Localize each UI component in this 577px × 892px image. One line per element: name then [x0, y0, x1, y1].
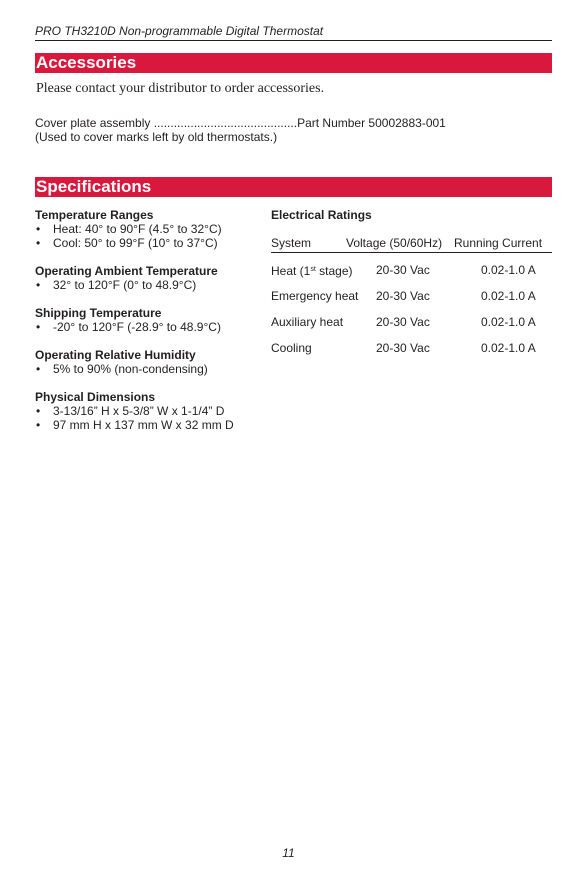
electrical-ratings-title: Electrical Ratings: [271, 208, 372, 222]
spec-item-text: 32° to 120°F (0° to 48.9°C): [53, 278, 197, 292]
specifications-heading: Specifications: [35, 177, 552, 197]
cell-system: Auxiliary heat: [271, 315, 344, 329]
table-body: [271, 263, 552, 367]
accessories-intro: Please contact your distributor to order accessories.: [36, 81, 325, 96]
cell-voltage: 20-30 Vac: [376, 341, 430, 355]
spec-item: [35, 278, 260, 292]
cell-system-text: Heat (1: [271, 264, 311, 278]
bullet: •: [36, 404, 41, 418]
spec-item: [35, 320, 260, 334]
column-header-system: System: [271, 236, 312, 250]
spec-item-text: Cool: 50° to 99°F (10° to 37°C): [53, 236, 218, 250]
spec-group-temperature-ranges: [35, 208, 260, 250]
cover-plate-part-line: Cover plate assembly ...........................................Part Number 50002883-001: [35, 116, 446, 130]
spec-group-shipping-temperature: [35, 306, 260, 334]
ordinal-suffix: st: [310, 266, 316, 273]
bullet: •: [36, 236, 41, 250]
cell-current: 0.02-1.0 A: [481, 341, 536, 355]
bullet: •: [36, 320, 41, 334]
spec-item: [35, 236, 260, 250]
column-header-current: Running Current: [454, 236, 543, 250]
cell-current: 0.02-1.0 A: [481, 315, 536, 329]
cell-voltage: 20-30 Vac: [376, 289, 430, 303]
bullet: •: [36, 362, 41, 376]
accessories-heading: Accessories: [35, 53, 552, 73]
column-header-voltage: Voltage (50/60Hz): [346, 236, 443, 250]
table-row: [271, 341, 552, 367]
cover-plate-note: (Used to cover marks left by old thermostats.): [35, 130, 278, 144]
bullet: •: [36, 418, 41, 432]
spec-item: [35, 362, 260, 376]
cell-current: 0.02-1.0 A: [481, 263, 536, 277]
spec-item-text: 97 mm H x 137 mm W x 32 mm D: [53, 418, 234, 432]
cell-system: [271, 263, 353, 278]
spec-group-title: Operating Ambient Temperature: [35, 264, 218, 278]
spec-group-title: Operating Relative Humidity: [35, 348, 196, 362]
table-header-row: [271, 236, 552, 253]
spec-item-text: 3-13/16” H x 5-3/8” W x 1-1/4” D: [53, 404, 225, 418]
spec-group-title: Physical Dimensions: [35, 390, 156, 404]
spec-item: [35, 222, 260, 236]
spec-group-operating-ambient: [35, 264, 260, 292]
cell-system: Cooling: [271, 341, 312, 355]
spec-item: [35, 418, 260, 432]
spec-item-text: 5% to 90% (non-condensing): [53, 362, 208, 376]
electrical-ratings-table: [271, 208, 552, 367]
bullet: •: [36, 278, 41, 292]
spec-group-title: Shipping Temperature: [35, 306, 162, 320]
running-header: PRO TH3210D Non-programmable Digital Thermostat: [35, 24, 552, 41]
cell-voltage: 20-30 Vac: [376, 315, 430, 329]
spec-group-physical-dimensions: [35, 390, 260, 432]
spec-item-text: -20° to 120°F (-28.9° to 48.9°C): [53, 320, 221, 334]
cell-system-text-end: stage): [315, 264, 353, 278]
spec-list: [35, 208, 260, 446]
table-row: [271, 315, 552, 341]
spec-group-relative-humidity: [35, 348, 260, 376]
spec-item-text: Heat: 40° to 90°F (4.5° to 32°C): [53, 222, 222, 236]
page-number: 11: [282, 846, 295, 860]
spec-group-title: Temperature Ranges: [35, 208, 154, 222]
cell-voltage: 20-30 Vac: [376, 263, 430, 277]
table-row: [271, 263, 552, 289]
table-row: [271, 289, 552, 315]
bullet: •: [36, 222, 41, 236]
cell-current: 0.02-1.0 A: [481, 289, 536, 303]
cell-system: Emergency heat: [271, 289, 359, 303]
spec-item: [35, 404, 260, 418]
